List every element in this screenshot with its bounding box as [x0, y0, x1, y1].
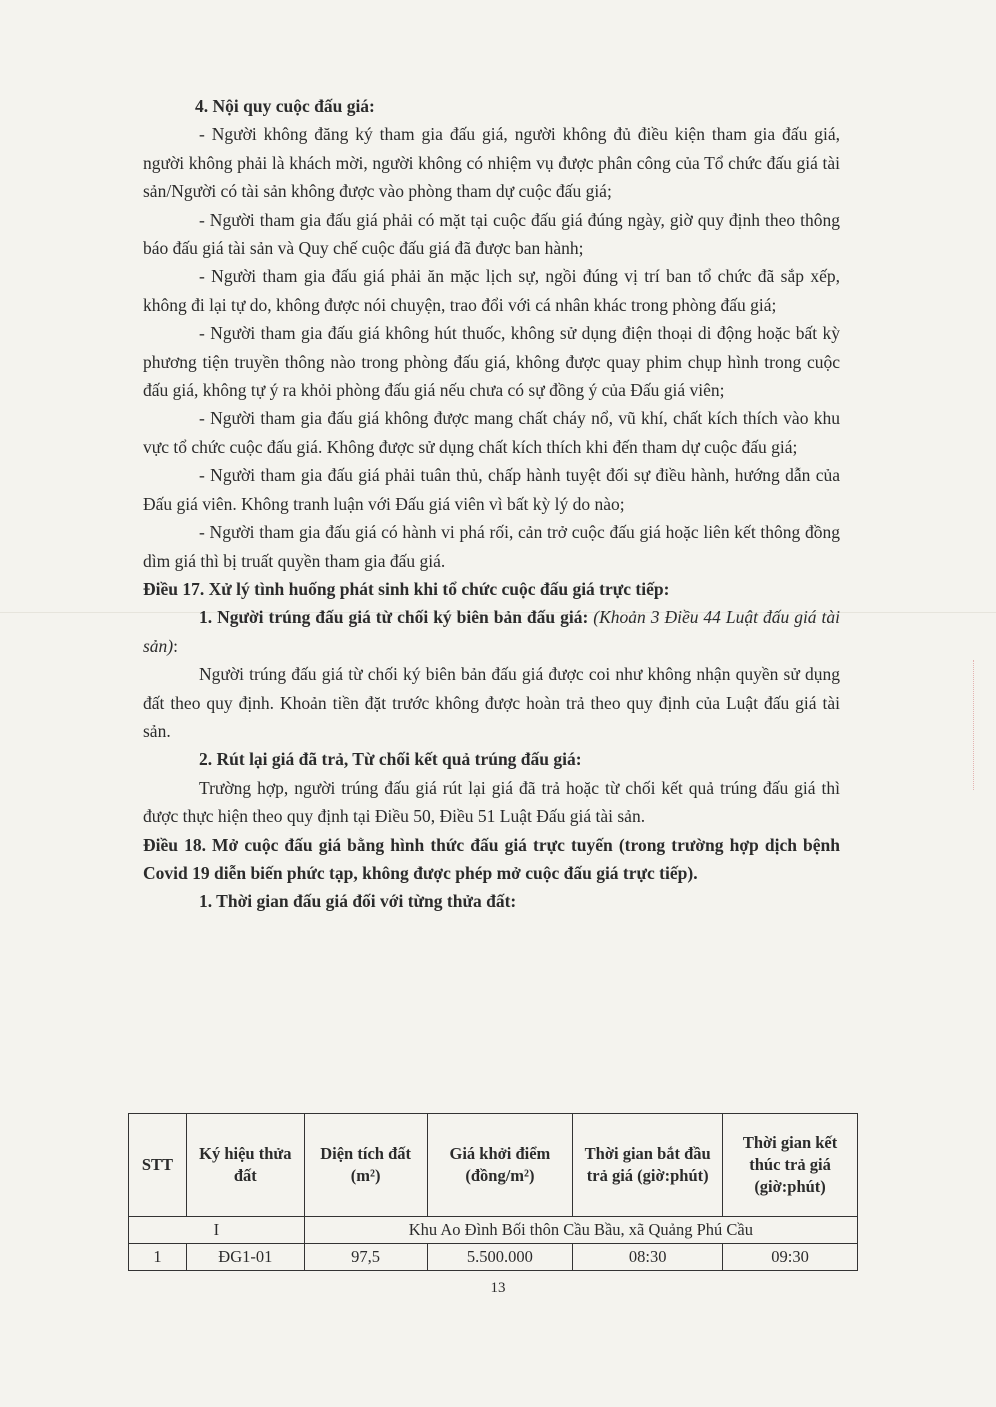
rule-paragraph: - Người tham gia đấu giá phải tuân thủ, chấp hành tuyệt đối sự điều hành, hướng dẫn của Đấu giá viên. Không tranh luận với Đấu giá viên vì bất kỳ lý do nào; — [143, 465, 840, 514]
item-1-legal-ref: (Khoản 3 Điều 44 Luật đấu giá tài sản) — [143, 607, 840, 656]
col-header: Ký hiệu thửa đất — [186, 1114, 304, 1217]
article-17-item-1-text: Người trúng đấu giá từ chối ký biên bản đấu giá được coi như không nhận quyền sử dụng đất theo quy định. Khoản tiền đặt trước không được hoàn trả theo quy định của Luật đấu giá tài sản. — [143, 664, 840, 741]
article-17-item-2-text: Trường hợp, người trúng đấu giá rút lại giá đã trả hoặc từ chối kết quả trúng đấu giá thì được thực hiện theo quy định tại Điều 50, Điều 51 Luật Đấu giá tài sản. — [143, 777, 840, 827]
table-cell: 97,5 — [304, 1244, 427, 1271]
rule-paragraph: - Người không đăng ký tham gia đấu giá, người không đủ điều kiện tham gia đấu giá, người không phải là khách mời, người không có nhiệm vụ được phân công của Tổ chức đấu giá tài sản/Người có tài sản không được vào phòng tham dự cuộc đấu giá; — [143, 124, 840, 202]
auction-schedule-table — [128, 1113, 858, 1271]
item-1-title: 1. Người trúng đấu giá từ chối ký biên bản đấu giá: — [199, 607, 589, 628]
item-1-ref-end: : — [173, 635, 179, 656]
rule-paragraph: - Người tham gia đấu giá không hút thuốc, không sử dụng điện thoại di động hoặc bất kỳ phương tiện truyền thông nào trong phòng đấu giá, không được quay phim chụp hình trong cuộc đấu giá, không tự ý ra khỏi phòng đấu giá nếu chưa có sự đồng ý của Đấu giá viên; — [143, 323, 840, 401]
col-header: Thời gian kết thúc trả giá (giờ:phút) — [723, 1114, 858, 1217]
table-cell: 08:30 — [573, 1244, 723, 1271]
article-18-title: Điều 18. Mở cuộc đấu giá bằng hình thức đấu giá trực tuyến (trong trường hợp dịch bệnh Covid 19 diễn biến phức tạp, không được phép mở cuộc đấu giá trực tiếp). — [143, 834, 840, 883]
col-header: Giá khởi điểm (đồng/m²) — [427, 1114, 573, 1217]
col-header: Diện tích đất (m²) — [304, 1114, 427, 1217]
group-name: Khu Ao Đình Bối thôn Cầu Bầu, xã Quảng Phú Cầu — [304, 1217, 857, 1244]
table-cell: 5.500.000 — [427, 1244, 573, 1271]
page-number: 13 — [490, 1280, 506, 1296]
table-cell: 09:30 — [723, 1244, 858, 1271]
table-cell: ĐG1-01 — [186, 1244, 304, 1271]
rule-paragraph: - Người tham gia đấu giá có hành vi phá rối, cản trở cuộc đấu giá hoặc liên kết thông đồng dìm giá thì bị truất quyền tham gia đấu giá. — [143, 522, 840, 571]
section-4-title: 4. Nội quy cuộc đấu giá: — [195, 96, 375, 116]
rule-paragraph: - Người tham gia đấu giá phải có mặt tại cuộc đấu giá đúng ngày, giờ quy định theo thông báo đấu giá tài sản và Quy chế cuộc đấu giá đã được ban hành; — [143, 209, 840, 259]
group-number: I — [129, 1217, 305, 1244]
col-header: STT — [129, 1114, 187, 1217]
table-group-row — [129, 1217, 858, 1244]
article-17-item-2-title: 2. Rút lại giá đã trả, Từ chối kết quả trúng đấu giá: — [199, 749, 582, 770]
article-18-item-1-title: 1. Thời gian đấu giá đối với từng thửa đất: — [199, 891, 517, 912]
body-text — [143, 92, 840, 916]
table-header-row — [129, 1114, 858, 1217]
table-row — [129, 1244, 858, 1271]
article-17-item-1 — [143, 603, 840, 660]
article-17-title: Điều 17. Xử lý tình huống phát sinh khi tổ chức cuộc đấu giá trực tiếp: — [143, 578, 670, 599]
col-header: Thời gian bắt đầu trả giá (giờ:phút) — [573, 1114, 723, 1217]
rule-paragraph: - Người tham gia đấu giá phải ăn mặc lịch sự, ngồi đúng vị trí ban tổ chức đã sắp xếp, không đi lại tự do, không được nói chuyện, trao đổi với cá nhân khác trong phòng đấu giá; — [143, 266, 840, 315]
rule-paragraph: - Người tham gia đấu giá không được mang chất cháy nổ, vũ khí, chất kích thích vào khu vực tổ chức cuộc đấu giá. Không được sử dụng chất kích thích khi đến tham dự cuộc đấu giá; — [143, 408, 840, 457]
table-cell: 1 — [129, 1244, 187, 1271]
edge-stamp-mark — [973, 660, 996, 790]
